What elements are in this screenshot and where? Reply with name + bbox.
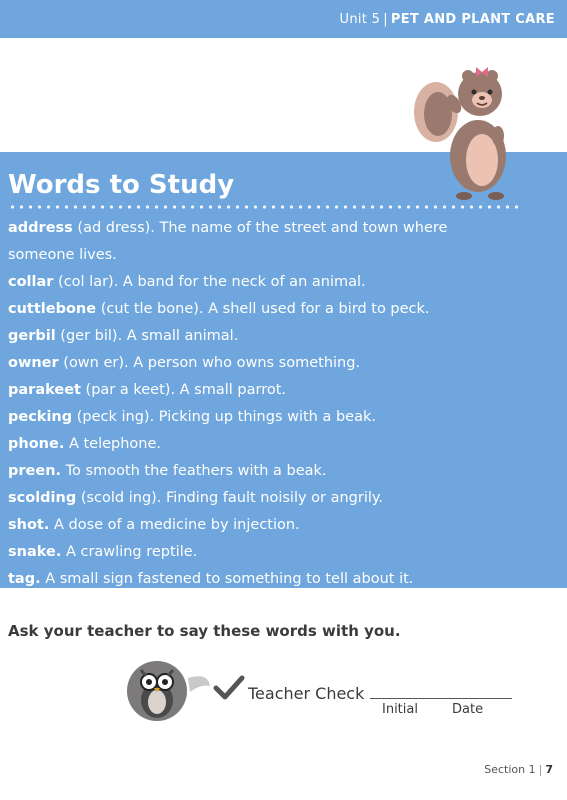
word-term: cuttlebone (8, 301, 97, 317)
word-definition: A crawling reptile. (61, 544, 198, 560)
word-definition: A small sign fastened to something to tell about it. (40, 571, 414, 587)
word-definition: (ger bil). A small animal. (55, 328, 239, 344)
footer-separator: | (538, 763, 543, 776)
word-entry (8, 431, 478, 458)
word-entry (8, 323, 478, 350)
word-term: collar (8, 274, 54, 290)
page-footer (484, 763, 553, 776)
unit-label (340, 12, 555, 27)
word-definition: (col lar). A band for the neck of an animal. (53, 274, 366, 290)
instruction-text: Ask your teacher to say these words with you. (8, 622, 401, 640)
unit-topic: PET AND PLANT CARE (390, 12, 555, 27)
word-entry (8, 377, 478, 404)
section-label: Section 1 (484, 763, 536, 776)
word-definition: (own er). A person who owns something. (58, 355, 361, 371)
word-definition: (scold ing). Finding fault noisily or angrily. (76, 490, 384, 506)
word-definition: (ad dress). The name of the street and town where someone lives. (8, 220, 448, 263)
initial-label: Initial (382, 702, 418, 717)
word-entry (8, 458, 478, 485)
word-term: phone. (8, 436, 65, 452)
word-entry (8, 269, 478, 296)
word-term: pecking (8, 409, 73, 425)
word-entry (8, 215, 478, 269)
word-term: tag. (8, 571, 41, 587)
word-entry (8, 404, 478, 431)
squirrel-icon (410, 64, 520, 204)
word-entry (8, 566, 478, 593)
header-separator: | (383, 12, 388, 27)
page-number: 7 (545, 763, 553, 776)
word-term: scolding (8, 490, 77, 506)
word-term: address (8, 220, 73, 236)
word-definition: (cut tle bone). A shell used for a bird to peck. (96, 301, 430, 317)
word-entry (8, 512, 478, 539)
word-definition: A dose of a medicine by injection. (49, 517, 300, 533)
word-list (8, 215, 478, 593)
dotted-divider (8, 205, 523, 209)
word-entry (8, 485, 478, 512)
word-entry (8, 350, 478, 377)
teacher-check-label: Teacher Check (248, 684, 365, 703)
checkmark-icon (213, 675, 245, 701)
signature-line (370, 698, 512, 699)
owl-icon (126, 660, 212, 722)
word-term: parakeet (8, 382, 81, 398)
date-label: Date (452, 702, 484, 717)
word-definition: A telephone. (64, 436, 162, 452)
word-definition: To smooth the feathers with a beak. (61, 463, 327, 479)
word-term: preen. (8, 463, 62, 479)
word-term: owner (8, 355, 59, 371)
word-entry (8, 539, 478, 566)
word-term: shot. (8, 517, 50, 533)
unit-number: Unit 5 (339, 12, 381, 27)
section-title: Words to Study (8, 170, 235, 200)
word-entry (8, 296, 478, 323)
word-term: snake. (8, 544, 62, 560)
word-term: gerbil (8, 328, 56, 344)
word-definition: (peck ing). Picking up things with a beak. (72, 409, 376, 425)
word-definition: (par a keet). A small parrot. (80, 382, 287, 398)
